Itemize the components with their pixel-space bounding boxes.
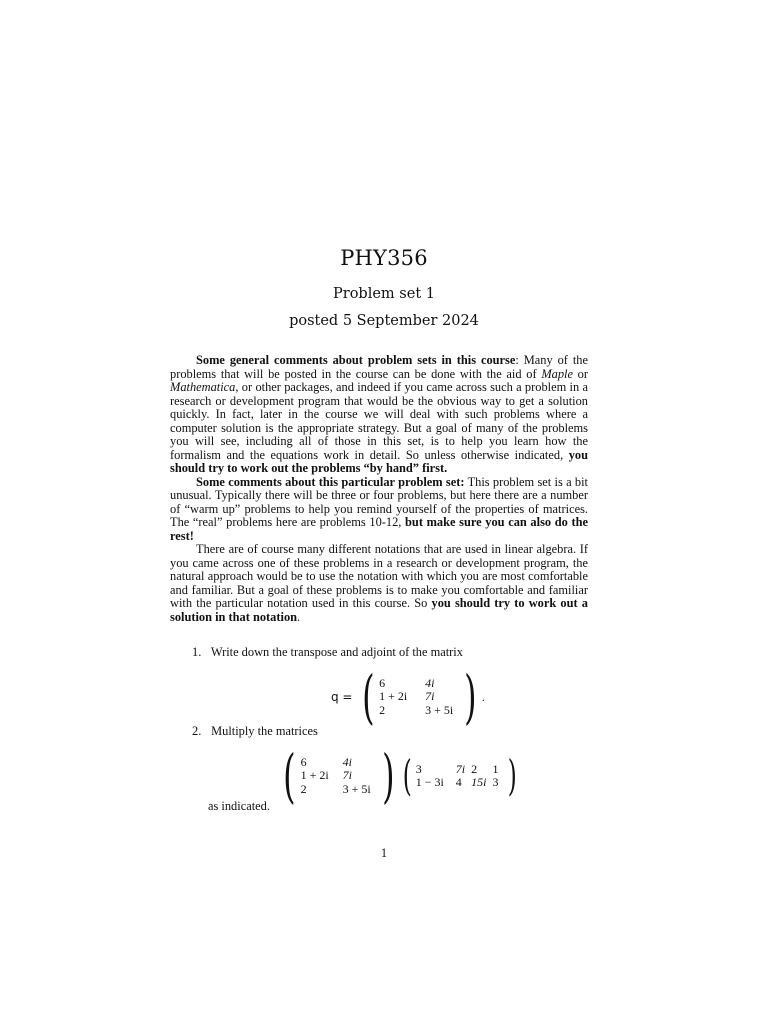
matrix-q-label: q = <box>331 690 353 704</box>
matrix-cell: 1 + 2i <box>379 689 408 704</box>
left-paren: ( <box>361 663 375 731</box>
intro-paragraph-general <box>170 354 588 476</box>
page-number: 1 <box>380 846 388 860</box>
general-comments-heading: Some general comments about problem sets in this course <box>196 353 516 367</box>
intro-paragraph-particular <box>170 476 588 544</box>
paragraph-text: or <box>572 366 588 381</box>
matrix-product <box>278 742 521 810</box>
paragraph-text: . <box>297 609 301 624</box>
intro-text <box>170 354 588 624</box>
paragraph-text: : Many of the problems that will be posted in the course can be done with the aid of <box>170 353 588 381</box>
emphasis-text: but make sure you can also do the rest! <box>170 515 588 543</box>
software-name: Maple <box>541 366 573 381</box>
document-title: PHY356 <box>340 246 428 270</box>
matrix-cell: 3 + 5i <box>425 702 454 717</box>
problem-2 <box>192 724 318 739</box>
intro-paragraph-notation <box>170 543 588 624</box>
problem-number: 1. <box>192 645 202 659</box>
paragraph-text: There are of course many different notations that are used in linear algebra. If you came across one of these problems in a research or development program, the natural approach would be to use the notation with which you are most comfortable and familiar. But a goal of these problems is to make you comfortable and familiar with the particular notation used in this course. So <box>170 542 588 610</box>
problem-text: Write down the transpose and adjoint of the matrix <box>210 645 463 659</box>
particular-comments-heading: Some comments about this particular problem set: <box>196 474 465 489</box>
matrix-cell: 7i <box>342 768 352 783</box>
matrix-cell: 15i <box>471 775 487 789</box>
matrix-cell: 2 <box>300 781 307 796</box>
paragraph-text: This problem set is a bit unusual. Typically there will be three or four problems, but here there are a number of “warm up” problems to help you remind yourself of the properties of matrices. The “real” problems here are problems 10-12, <box>170 474 588 529</box>
right-paren: ) <box>508 751 518 800</box>
matrix-cell: 1 + 2i <box>300 768 329 783</box>
matrix-cell: 4i <box>342 754 352 769</box>
emphasis-text: you should try to work out the problems “by hand” first. <box>170 447 588 475</box>
matrix-cell: 3 <box>415 761 422 776</box>
matrix-cell: 7i <box>425 689 435 704</box>
matrix-cell: 4i <box>425 675 435 690</box>
problem-text: Multiply the matrices <box>211 724 318 738</box>
document-date: posted 5 September 2024 <box>289 313 479 329</box>
matrix-cell: 2 <box>379 702 386 717</box>
left-paren: ( <box>403 751 413 800</box>
problem-2-after-text: as indicated. <box>208 799 270 813</box>
matrix-cell: 3 <box>492 775 499 789</box>
problem-number: 2. <box>192 724 202 738</box>
matrix-cell: 1 − 3i <box>415 775 444 789</box>
matrix-b <box>416 763 505 790</box>
matrix-cell: 2 <box>471 761 478 776</box>
matrix-cell: 6 <box>379 675 386 690</box>
right-paren: ) <box>464 663 477 731</box>
matrix-cell: 3 + 5i <box>342 781 371 796</box>
emphasis-text: you should try to work out a solution in that notation <box>170 596 588 624</box>
matrix-cell: 7i <box>455 761 466 776</box>
trailing-period: . <box>481 689 485 704</box>
software-name: Mathematica <box>170 380 236 394</box>
matrix-cell: 6 <box>300 754 307 769</box>
document-subtitle: Problem set 1 <box>333 286 435 302</box>
problem-1 <box>192 645 463 660</box>
matrix-q <box>379 677 459 718</box>
left-paren: ( <box>283 742 296 810</box>
matrix-cell: 4 <box>455 775 462 789</box>
paragraph-text: , or other packages, and indeed if you came across such a problem in a research or development program that would be the obvious way to get a solution quickly. In fact, later in the course we will deal with such problems where a computer solution is the appropriate strategy. But a goal of many of the problems you will see, including all of those in this set, is to help you learn how the formalism and the equations work in detail. So unless otherwise indicated, <box>170 380 588 462</box>
matrix-cell: 1 <box>492 761 499 776</box>
right-paren: ) <box>381 742 395 810</box>
matrix-q-equation <box>331 663 485 731</box>
matrix-a <box>301 756 377 797</box>
